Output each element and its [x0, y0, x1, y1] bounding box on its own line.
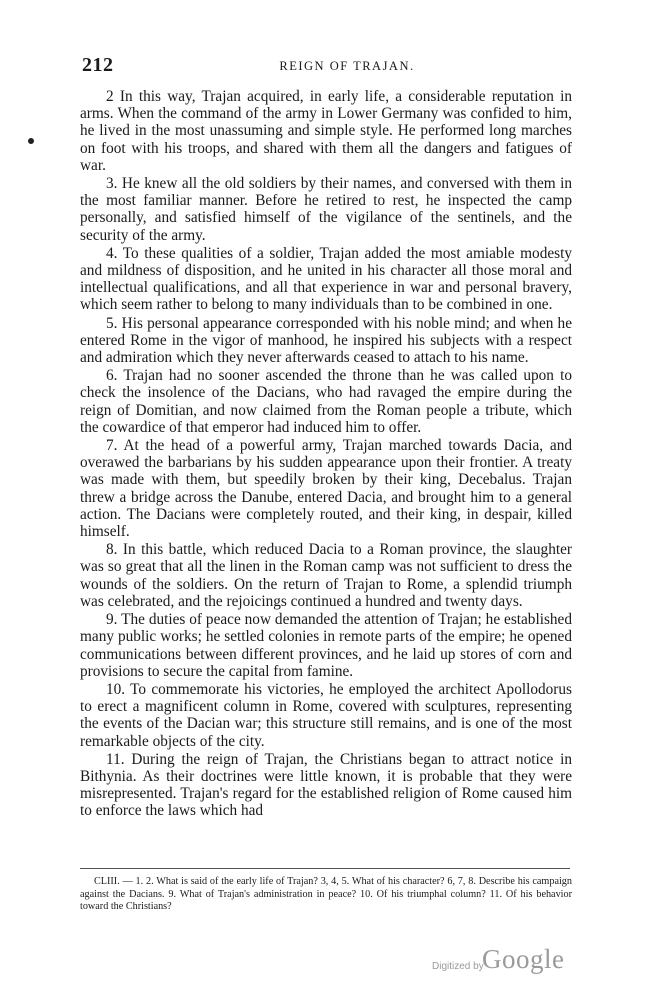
body-text	[80, 88, 572, 821]
footnote-divider	[80, 868, 570, 869]
paragraph-7: 7. At the head of a powerful army, Trajan marched towards Dacia, and overawed the barbarians by his sudden appearance upon their frontier. A treaty was made with them, but speedily broken by their king, Decebalus. Trajan threw a bridge across the Danube, entered Dacia, and brought him to a general action. The Dacians were completely routed, and their king, in despair, killed himself.	[80, 437, 572, 541]
paragraph-4: 4. To these qualities of a soldier, Trajan added the most amiable modesty and mildness of disposition, and he united in his character all those moral and intellectual qualifications, and all that experience in war and personal bravery, which seem rather to belong to many individuals than to be combined in one.	[80, 244, 572, 314]
paragraph-10: 10. To commemorate his victories, he employed the architect Apollodorus to erect a magnificent column in Rome, covered with sculptures, representing the events of the Dacian war; this structure still remains, and is one of the most remarkable objects of the city.	[80, 680, 572, 750]
paragraph-5: 5. His personal appearance corresponded with his noble mind; and when he entered Rome in the vigor of manhood, he inspired his subjects with a respect and admiration which they never afterwards ceased to attach to his name.	[80, 314, 572, 367]
margin-dot-mark	[28, 138, 34, 144]
paragraph-8: 8. In this battle, which reduced Dacia to a Roman province, the slaughter was so great that all the linen in the Roman camp was not sufficient to dress the wounds of the soldiers. On the return of Trajan to Rome, a splendid triumph was celebrated, and the rejoicings continued a hundred and twenty days.	[80, 541, 572, 610]
running-title: REIGN OF TRAJAN.	[279, 59, 415, 73]
paragraph-6: 6. Trajan had no sooner ascended the throne than he was called upon to check the insolence of the Dacians, who had ravaged the empire during the reign of Domitian, and now claimed from the Roman people a tribute, which the cowardice of that emperor had induced him to offer.	[80, 367, 572, 436]
page-header	[82, 54, 592, 78]
paragraph-3: 3. He knew all the old soldiers by their names, and conversed with them in the most familiar manner. Before he retired to rest, he inspected the camp personally, and satisfied himself of the vigilance of the sentinels, and the security of the army.	[80, 175, 572, 244]
paragraph-11: 11. During the reign of Trajan, the Christians began to attract notice in Bithynia. As their doctrines were little known, it is probable that they were misrepresented. Trajan's regard for the established religion of Rome caused him to enforce the laws which had	[80, 750, 572, 820]
watermark-logo: Google	[482, 944, 565, 974]
footnote-questions	[80, 876, 572, 914]
page-number: 212	[82, 54, 114, 76]
paragraph-2: 2 In this way, Trajan acquired, in early life, a considerable reputation in arms. When the command of the army in Lower Germany was confided to him, he lived in the most unassuming and simple style. He performed long marches on foot with his troops, and shared with them all the dangers and fatigues of war.	[80, 88, 572, 174]
digitization-watermark	[432, 944, 612, 980]
footnote-text: CLIII. — 1. 2. What is said of the early life of Trajan? 3, 4, 5. What of his character? 6, 7, 8. Describe his campaign against the Dacians. 9. What of Trajan's administration in peace? 10. Of his triumphal column? 11. Of his behavior toward the Christians?	[80, 876, 572, 913]
watermark-prefix: Digitized by	[432, 961, 484, 972]
paragraph-9: 9. The duties of peace now demanded the attention of Trajan; he established many public works; he settled colonies in remote parts of the empire; he opened communications between different provinces, and he laid up stores of corn and provisions to secure the capital from famine.	[80, 611, 572, 680]
